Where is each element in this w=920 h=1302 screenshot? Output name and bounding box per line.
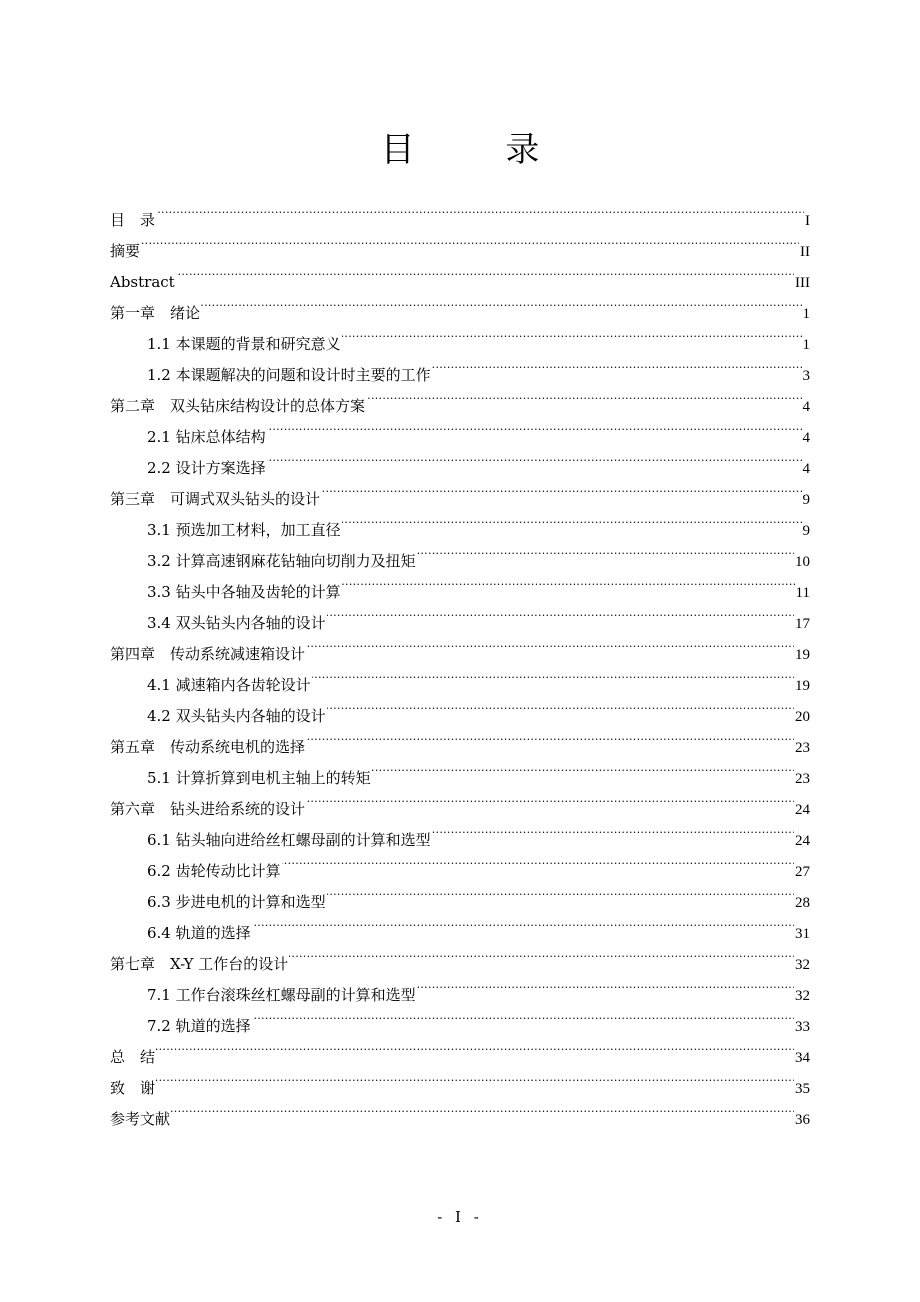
toc-entry-page: 35 (795, 1081, 810, 1097)
toc-dot-leader (156, 1062, 794, 1093)
table-of-contents (110, 194, 810, 1128)
toc-entry-label: 第七章 X-Y 工作台的设计 (110, 955, 289, 973)
toc-entry-page: III (795, 275, 810, 291)
toc-entry-page: 23 (795, 740, 810, 756)
toc-dot-leader (289, 938, 794, 969)
toc-entry-label: 3.4 双头钻头内各轴的设计 (147, 614, 326, 632)
toc-dot-leader (141, 225, 799, 256)
toc-chapter-entry[interactable] (110, 194, 810, 229)
toc-dot-leader (432, 349, 802, 380)
toc-dot-leader (417, 535, 794, 566)
toc-dot-leader (312, 659, 794, 690)
toc-entry-label: 5.1 计算折算到电机主轴上的转矩 (147, 769, 371, 787)
toc-section-entry[interactable] (110, 318, 810, 353)
toc-entry-page: I (805, 213, 810, 229)
toc-dot-leader (432, 814, 794, 845)
toc-entry-label: 1.2 本课题解决的问题和设计时主要的工作 (147, 366, 431, 384)
toc-entry-page: 27 (795, 864, 810, 880)
toc-chapter-entry[interactable] (110, 1062, 810, 1097)
toc-dot-leader (321, 473, 801, 504)
toc-chapter-entry[interactable] (110, 1031, 810, 1066)
toc-chapter-entry[interactable] (110, 225, 810, 260)
toc-entry-page: 19 (795, 647, 810, 663)
toc-entry-label: 第三章 可调式双头钻头的设计 (110, 490, 321, 508)
toc-entry-label: 7.1 工作台滚珠丝杠螺母副的计算和选型 (147, 986, 416, 1004)
toc-entry-page: 34 (795, 1050, 810, 1066)
toc-dot-leader (156, 194, 804, 225)
page-number-footer: - I - (437, 1208, 483, 1226)
toc-entry-label: 第五章 传动系统电机的选择 (110, 738, 306, 756)
toc-entry-label: Abstract (110, 273, 175, 291)
toc-dot-leader (417, 969, 794, 1000)
toc-entry-page: 32 (795, 957, 810, 973)
toc-entry-label: 2.2 设计方案选择 (147, 459, 266, 477)
toc-dot-leader (156, 1031, 794, 1062)
toc-dot-leader (282, 845, 794, 876)
toc-entry-page: 4 (802, 399, 810, 415)
toc-entry-page: II (800, 244, 810, 260)
toc-entry-label: 第六章 钻头进给系统的设计 (110, 800, 306, 818)
toc-entry-label: 4.1 减速箱内各齿轮设计 (147, 676, 311, 694)
toc-dot-leader (176, 256, 794, 287)
toc-entry-page: 32 (795, 988, 810, 1004)
toc-entry-label: 第一章 绪论 (110, 304, 201, 322)
toc-entry-label: 2.1 钻床总体结构 (147, 428, 266, 446)
toc-dot-leader (342, 566, 795, 597)
toc-entry-label: 6.2 齿轮传动比计算 (147, 862, 281, 880)
toc-entry-page: 10 (795, 554, 810, 570)
toc-entry-page: 9 (802, 492, 810, 508)
toc-entry-page: 24 (795, 802, 810, 818)
toc-entry-label: 6.1 钻头轴向进给丝杠螺母副的计算和选型 (147, 831, 431, 849)
toc-entry-page: 11 (795, 585, 810, 601)
toc-entry-page: 19 (795, 678, 810, 694)
toc-entry-page: 1 (802, 337, 810, 353)
toc-entry-label: 1.1 本课题的背景和研究意义 (147, 335, 341, 353)
toc-chapter-entry[interactable] (110, 287, 810, 322)
toc-dot-leader (306, 783, 794, 814)
toc-entry-label: 总 结 (110, 1048, 156, 1066)
toc-entry-page: 17 (795, 616, 810, 632)
toc-entry-label: 参考文献 (110, 1110, 171, 1128)
toc-dot-leader (327, 597, 794, 628)
toc-entry-page: 23 (795, 771, 810, 787)
toc-dot-leader (327, 690, 794, 721)
toc-entry-page: 4 (802, 461, 810, 477)
toc-entry-label: 3.1 预选加工材料，加工直径 (147, 521, 341, 539)
toc-dot-leader (306, 721, 794, 752)
toc-dot-leader (171, 1093, 794, 1124)
toc-entry-page: 24 (795, 833, 810, 849)
toc-entry-page: 3 (802, 368, 810, 384)
toc-dot-leader (372, 752, 794, 783)
page-title: 目 录 (380, 130, 580, 170)
toc-dot-leader (267, 411, 802, 442)
toc-entry-label: 第四章 传动系统减速箱设计 (110, 645, 306, 663)
toc-entry-page: 31 (795, 926, 810, 942)
toc-entry-page: 36 (795, 1112, 810, 1128)
toc-chapter-entry[interactable] (110, 256, 810, 291)
toc-dot-leader (252, 1000, 794, 1031)
toc-entry-page: 9 (802, 523, 810, 539)
toc-entry-label: 目 录 (110, 211, 156, 229)
toc-entry-label: 6.4 轨道的选择 (147, 924, 251, 942)
toc-entry-label: 致 谢 (110, 1079, 156, 1097)
toc-dot-leader (342, 318, 802, 349)
toc-entry-label: 4.2 双头钻头内各轴的设计 (147, 707, 326, 725)
toc-chapter-entry[interactable] (110, 1093, 810, 1128)
toc-dot-leader (327, 876, 794, 907)
toc-entry-label: 6.3 步进电机的计算和选型 (147, 893, 326, 911)
toc-dot-leader (252, 907, 794, 938)
toc-entry-label: 7.2 轨道的选择 (147, 1017, 251, 1035)
toc-entry-page: 28 (795, 895, 810, 911)
toc-dot-leader (306, 628, 794, 659)
toc-entry-page: 20 (795, 709, 810, 725)
toc-dot-leader (267, 442, 802, 473)
toc-entry-label: 第二章 双头钻床结构设计的总体方案 (110, 397, 366, 415)
toc-dot-leader (366, 380, 801, 411)
toc-entry-label: 摘要 (110, 242, 141, 260)
toc-entry-label: 3.3 钻头中各轴及齿轮的计算 (147, 583, 341, 601)
toc-entry-page: 4 (802, 430, 810, 446)
toc-entry-label: 3.2 计算高速钢麻花钻轴向切削力及扭矩 (147, 552, 416, 570)
toc-entry-page: 33 (795, 1019, 810, 1035)
toc-dot-leader (342, 504, 802, 535)
toc-entry-page: 1 (802, 306, 810, 322)
toc-dot-leader (201, 287, 801, 318)
